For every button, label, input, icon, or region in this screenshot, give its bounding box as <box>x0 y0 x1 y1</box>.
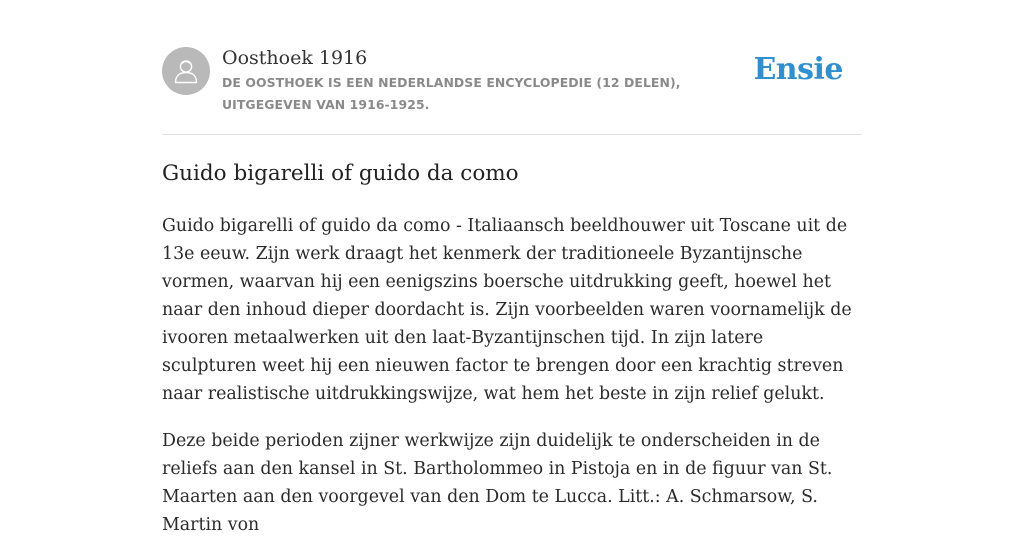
source-header <box>162 0 862 135</box>
article-paragraph: Deze beide perioden zijner werkwijze zijn duidelijk te onderscheiden in de reliefs aan den kansel in St. Bartholommeo in Pistoja en in de figuur van St. Maarten aan den voorgevel van den Dom te Lucca. Litt.: A. Schmarsow, S. Martin von <box>162 431 833 535</box>
avatar[interactable] <box>162 47 210 95</box>
source-title[interactable]: Oosthoek 1916 <box>222 47 368 69</box>
user-icon <box>162 47 210 95</box>
article-title: Guido bigarelli of guido da como <box>162 161 519 186</box>
article-paragraph: Guido bigarelli of guido da como - Italiaansch beeldhouwer uit Toscane uit de 13e eeuw. Zijn werk draagt het kenmerk der traditioneele Byzantijnsche vormen, waarvan hij een eenigszins boersche uitdrukking geeft, hoewel het naar den inhoud dieper doordacht is. Zijn voorbeelden waren voornamelijk de ivooren metaalwerken uit den laat-Byzantijnschen tijd. In zijn latere sculpturen weet hij een nieuwen factor te brengen door een krachtig streven naar realistische uitdrukkingswijze, wat hem het beste in zijn relief gelukt. <box>162 216 852 404</box>
article-body <box>162 212 862 558</box>
ensie-logo-link[interactable]: Ensie <box>753 52 843 87</box>
source-description: DE OOSTHOEK IS EEN NEDERLANDSE ENCYCLOPEDIE (12 DELEN), UITGEGEVEN VAN 1916-1925. <box>222 75 681 112</box>
content-container <box>162 0 862 535</box>
